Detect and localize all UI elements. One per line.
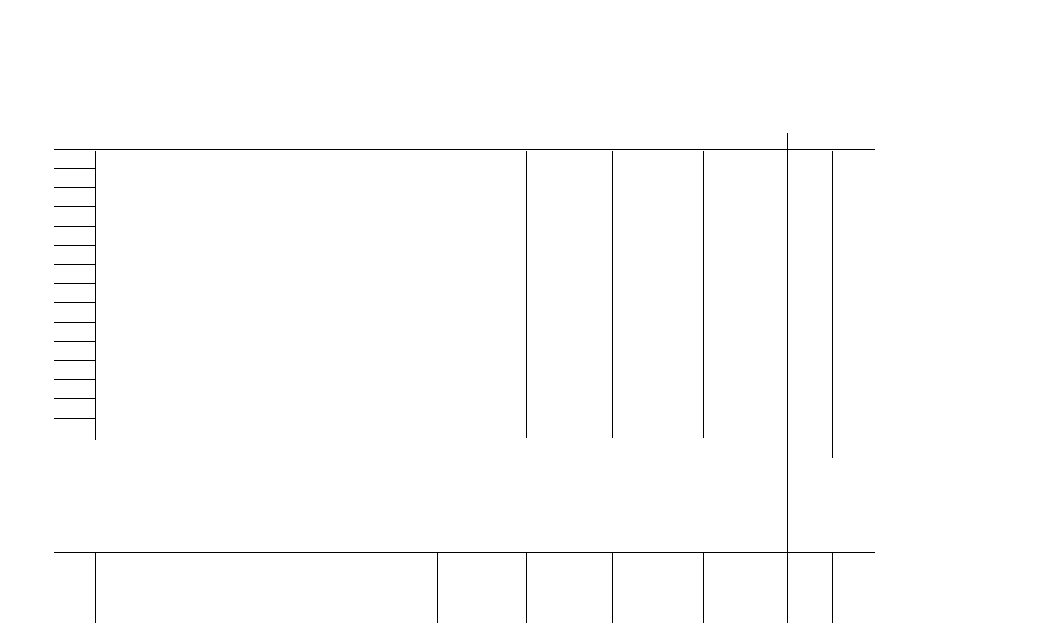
- rank-underline: [54, 360, 96, 361]
- tot-column-divider: [787, 458, 788, 623]
- herr-header-rule: [54, 149, 875, 150]
- rank-underline: [54, 341, 96, 342]
- rank-underline: [54, 398, 96, 399]
- rank-underline: [54, 264, 96, 265]
- dam-column-divider: [437, 552, 438, 623]
- dam-column-divider: [526, 552, 527, 623]
- rank-underline: [54, 226, 96, 227]
- dam-column-divider: [703, 552, 704, 623]
- dam-rank-rule: [54, 552, 96, 553]
- herr-column-divider: [95, 151, 96, 440]
- rank-underline: [54, 187, 96, 188]
- rank-underline: [54, 322, 96, 323]
- rank-underline: [54, 168, 96, 169]
- rank-underline: [54, 379, 96, 380]
- herr-column-divider: [787, 133, 788, 458]
- rank-underline: [54, 245, 96, 246]
- dam-column-divider: [832, 552, 833, 623]
- rank-underline: [54, 206, 96, 207]
- rank-underline: [54, 302, 96, 303]
- herr-column-divider: [703, 151, 704, 438]
- rank-underline: [54, 418, 96, 419]
- herr-column-divider: [832, 151, 833, 458]
- rank-underline: [54, 283, 96, 284]
- dam-column-divider: [612, 552, 613, 623]
- herr-column-divider: [526, 151, 527, 438]
- dam-header-rule: [54, 552, 875, 553]
- herr-column-divider: [612, 151, 613, 438]
- dam-column-divider: [95, 552, 96, 623]
